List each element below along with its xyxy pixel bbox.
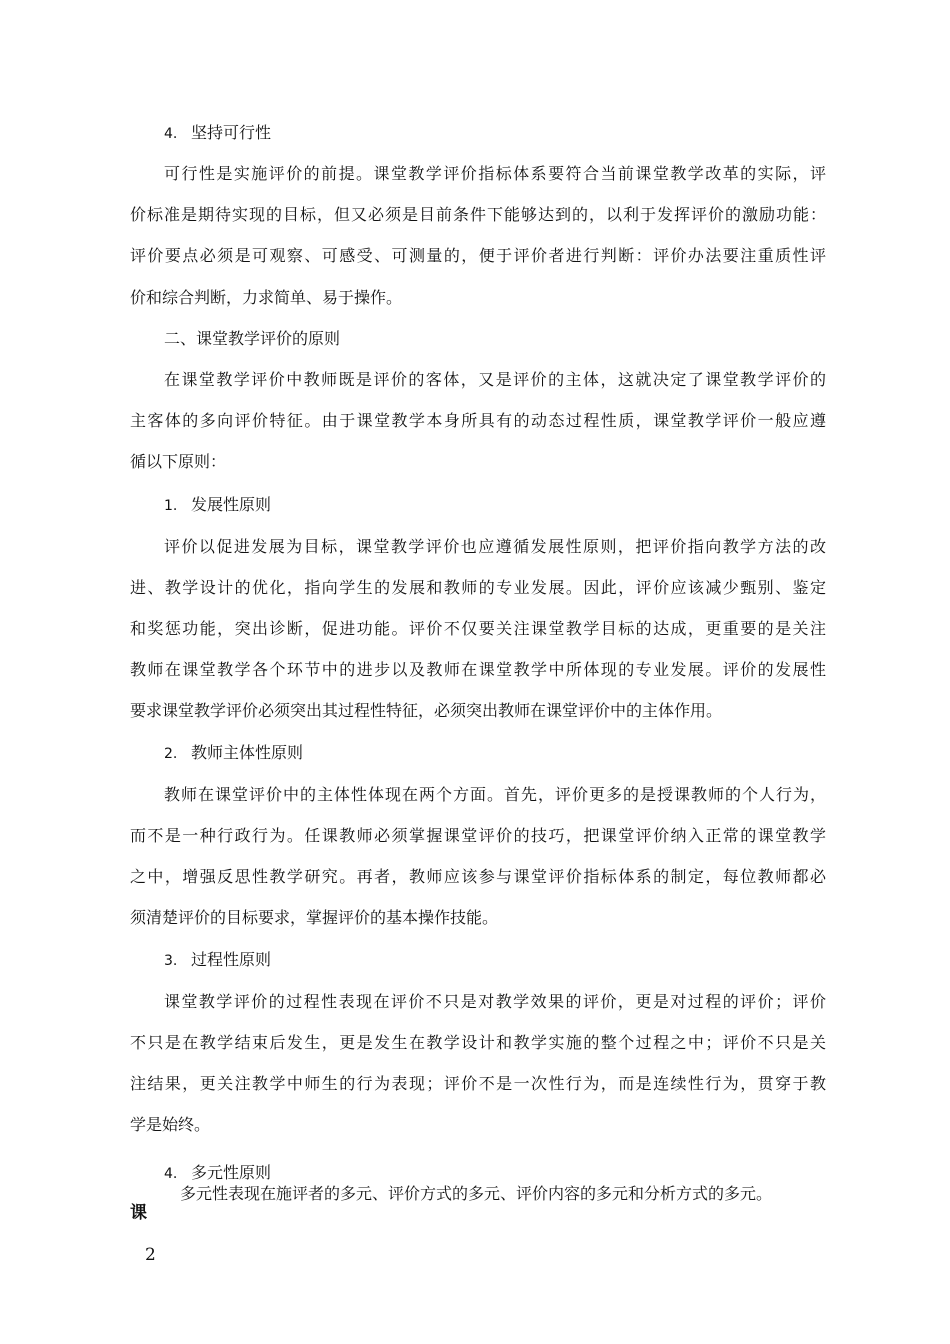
para-feasibility-line-4: 价和综合判断，力求简单、易于操作。: [130, 288, 403, 307]
section-4-heading: [164, 123, 271, 144]
principle-3-title: 过程性原则: [191, 950, 272, 969]
para-principle-1-line-4: 教师在课堂教学各个环节中的进步以及教师在课堂教学中所体现的专业发展。评价的发展性: [130, 660, 826, 679]
para-principle-3-line-1: 课堂教学评价的过程性表现在评价不只是对教学效果的评价，更是对过程的评价；评价: [164, 992, 826, 1011]
para-intro-line-2: 主客体的多向评价特征。由于课堂教学本身所具有的动态过程性质，课堂教学评价一般应遵: [130, 411, 826, 430]
principle-1-heading: [164, 495, 271, 516]
para-principle-1-line-2: 进、教学设计的优化，指向学生的发展和教师的专业发展。因此，评价应该减少甄别、鉴定: [130, 578, 826, 597]
section-two-title: 二、课堂教学评价的原则: [164, 329, 341, 348]
para-principle-1-line-3: 和奖惩功能，突出诊断，促进功能。评价不仅要关注课堂教学目标的达成，更重要的是关注: [130, 619, 826, 638]
section-4-number: 4.: [164, 126, 178, 142]
para-principle-1-line-1: 评价以促进发展为目标，课堂教学评价也应遵循发展性原则，把评价指向教学方法的改: [164, 537, 826, 556]
principle-1-title: 发展性原则: [191, 495, 272, 514]
principle-4-number: 4.: [164, 1166, 178, 1182]
principle-4-title: 多元性原则: [191, 1163, 272, 1182]
para-principle-3-line-3: 注结果，更关注教学中师生的行为表现；评价不是一次性行为，而是连续性行为，贯穿于教: [130, 1074, 826, 1093]
para-principle-3-line-4: 学是始终。: [130, 1115, 211, 1134]
para-feasibility-line-1: 可行性是实施评价的前提。课堂教学评价指标体系要符合当前课堂教学改革的实际，评: [164, 164, 826, 183]
principle-2-heading: [164, 743, 303, 764]
para-feasibility-line-2: 价标准是期待实现的目标，但又必须是目前条件下能够达到的，以利于发挥评价的激励功能：: [130, 205, 826, 224]
principle-3-heading: [164, 950, 271, 971]
principle-4-heading: [164, 1163, 271, 1184]
para-intro-line-3: 循以下原则：: [130, 452, 227, 471]
para-principle-1-line-5: 要求课堂教学评价必须突出其过程性特征，必须突出教师在课堂评价中的主体作用。: [130, 701, 723, 720]
para-principle-4: 多元性表现在施评者的多元、评价方式的多元、评价内容的多元和分析方式的多元。: [180, 1184, 773, 1203]
principle-2-number: 2.: [164, 746, 178, 762]
principle-2-title: 教师主体性原则: [191, 743, 304, 762]
principle-3-number: 3.: [164, 953, 178, 969]
page-number: 2: [145, 1245, 156, 1265]
para-intro-line-1: 在课堂教学评价中教师既是评价的客体，又是评价的主体，这就决定了课堂教学评价的: [164, 370, 826, 389]
para-principle-3-line-2: 不只是在教学结束后发生，更是发生在教学设计和教学实施的整个过程之中；评价不只是关: [130, 1033, 826, 1052]
para-principle-2-line-4: 须清楚评价的目标要求，掌握评价的基本操作技能。: [130, 908, 499, 927]
section-4-title: 坚持可行性: [191, 123, 272, 142]
para-principle-2-line-2: 而不是一种行政行为。任课教师必须掌握课堂评价的技巧，把课堂评价纳入正常的课堂教学: [130, 826, 826, 845]
para-principle-2-line-3: 之中，增强反思性教学研究。再者，教师应该参与课堂评价指标体系的制定，每位教师都必: [130, 867, 826, 886]
trailing-character: 课: [130, 1203, 147, 1223]
principle-1-number: 1.: [164, 498, 178, 514]
para-principle-2-line-1: 教师在课堂评价中的主体性体现在两个方面。首先，评价更多的是授课教师的个人行为，: [164, 785, 826, 804]
para-feasibility-line-3: 评价要点必须是可观察、可感受、可测量的，便于评价者进行判断：评价办法要注重质性评: [130, 246, 826, 265]
